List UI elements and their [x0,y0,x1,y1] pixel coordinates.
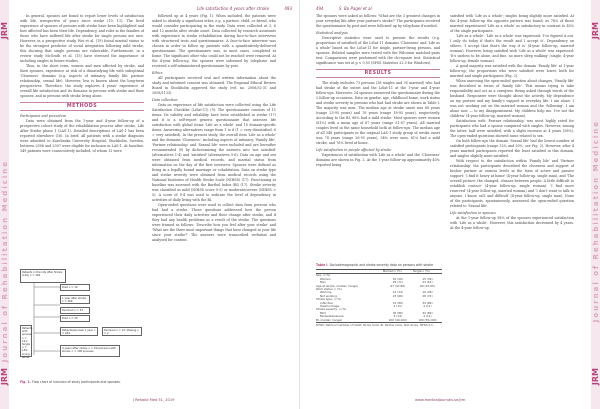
running-head [316,6,387,11]
subheading: Participants and procedure [20,114,67,118]
table-cell: Women [320,276,331,281]
table-cell: 100 (40-100) [383,319,413,323]
subheading: Statistical analysis [316,31,348,35]
right-column-1 [316,14,440,168]
table-cell: Stroke severity, n (%) [316,307,347,312]
table-1 [316,263,442,327]
table-cell: Haemorrhage [320,304,340,309]
paragraph: Experiences of satisfaction with 'Life as a whole' and the 'Closeness' domains are shown in Fig. 2. At the 1-year follow-up approximately 40% reported being [316,153,440,167]
flow-box: Declined n = 33 [60,307,90,314]
subheading: Life satisfaction in spouses [450,211,496,215]
journal-logo-bottom: JRM [0,368,9,386]
table-cell: 10 (26) [422,290,433,295]
table-row [316,319,442,323]
table-cell: Mild [320,310,326,315]
table-cell: 67 (47-80) [390,283,406,288]
left-column-2 [152,14,276,243]
left-column-1 [20,14,144,154]
paragraph: A good majority was satisfied with the domain 'Family life' at 1-year follow-up; the proportions who were satisfied were lower, both for married and single participants (Fig. 2). [450,64,574,78]
paragraph: Descriptive statistics were used to present the results (e.g. proportions of satisfied) of the LiSat-11 domains 'Closeness' and 'Life as a whole' based on the LiSat-11 for single, partner-living persons, and spouses. Related samples were tested with the Wilcoxon matched-pairs test. Comparisons were performed with the chi-square test. Statistical significance was set at p < 0.05 (SPSS Statistics 22.0 for Windows). [316,36,440,65]
figure-caption-label: Fig. 1. [20,380,31,384]
table-cell: Age at stroke, median (range) [316,283,359,288]
paragraph: All participants received oral and written information about the study and informed consent was obtained. The Regional Ethical Review Board in Stockholm approved the study (ref. no. 2006/32-31 and 2008/1133). [152,76,276,95]
table-cell: 4 (11) [393,304,403,309]
table-caption-label: Table I. [316,263,329,267]
table-cell: 34 (89) [422,300,433,305]
subheading: Life satisfaction in people affected by stroke [316,148,392,152]
table-cell: 100 (55-100) [413,319,442,323]
journal-logo-top: JRM [0,22,9,40]
side-watermark: Journal of Rehabilitation Medicine [1,160,9,363]
running-head-authors: S. Bo Pagel et al. [338,6,373,11]
paragraph: 'Life as a whole'. 'Life as a whole' was expressed: 'I've figured it out. I only do today if that's the result and I accept it'. Dependency on others: 'I accept that that's the way it is' (4-year follow-up, married woman). However, being satisfied with 'Life as a whole' was expressed: 'It's useless to be alone, and fine, no more sleep walking' (single, 4-year follow-up, female woman). [450,34,574,63]
page-footer: www.medicaljournals.se/jrm [415,398,466,402]
table-cell: 23 (66) [392,293,403,298]
table-cell: 28 (74) [422,293,433,298]
flow-box: Patients in the Life After Stroke (LAS) n = 349 [20,269,66,283]
paragraph: Data were obtained from the 1-year and 4-year follow-up of a prospective cohort study of the rehabilitation process after stroke, Life After Stroke phase 1 (LAS-1). Detailed descriptions of LAS-1 has been reported elsewhere (16). In brief, all patients with a stroke diagnosis were admitted to Karolinska University Hospital, Stockholm, Sweden, between 2006 and 2007 were eligible for inclusion in LAS-1. At baseline, 349 patients were consecutively included, of whom 12 were [20,119,144,153]
table-cell: 10 (29) [392,276,403,281]
table-caption-text: Sociodemographic and stroke severity data on persons with stroke [329,263,433,267]
running-head-title: Life satisfaction 4 years after stroke [196,6,270,11]
table-cell: Work status, n (%) [316,287,342,292]
table-cell: 4 (11) [423,314,432,319]
table-cell: Stroke type, n (%) [316,297,342,302]
table-cell: 31 (89) [392,300,403,305]
running-head-page: 493 [284,6,292,11]
paragraph: The spouses were asked as follows: 'What are the 3 greatest changes in your everyday life after your partner's stroke?' The participants received the questionnaire by post and were followed up by telephone if needed. [316,14,440,28]
paragraph: When assessing the open-ended question about changes, 'Family life' was described in terms of 'family life'. This means trying to take responsibility and act as a caregiver. Being asked through words of the husband. Responsive were thought about the activity. My dependence on my partner and my family's support in everyday life. I am alone. I was not working out on the married woman and the 'following'. I am alone now — to my disappointment. My children help me. I've not the children' (4-year follow-up, married woman). [450,79,574,118]
paragraph: The study includes 73 persons (38 singles and 35 married) who had had stroke at the outset and the LiSat-11 at the 1-year and 4-year follow-ups. Moreover, 24 spouses answered the questionnaire during the 2 follow-up occasions. Data on gender, age, childhood home, work status and stroke severity in persons who had had stroke are shown in Table I. The majority was men. The median age at stroke onset was 68 years (range 23-95 years) and 76 years (range 18-95 years), respectively. According to the BI, 88% had a mild stroke. Most spouses were women (81%) with a mean age of 67 years (range 51-87 years). All married couples lived in the same household both at follow-ups. The median age of all 348 participants in the original LAS-1 study group of stroke onset was 74 years (range 26-95 years), 54% were men, 61% had a mild stroke, and 76% lived at home. [316,81,440,145]
running-head [120,6,292,11]
table-header-cell: Single n (%) [413,270,442,274]
table-cell: Infarction [320,300,334,305]
table-cell: 15 (39) [422,276,433,281]
flow-box: Died n = 19 [60,284,90,291]
flow-box: Declined n = 14; Missing n = 2 [102,327,142,336]
table-cell: 4 (11) [423,304,432,309]
data-table [316,269,442,323]
paragraph: Thus, in the short term, women and men affected by stroke, and their spouses, experience at risk of a dissatisfying life with suboptimal 'Closeness' domains (e.g. aspects of intimacy, family life, partner relationship, sexual life). However, less is known about the long-term perspectives. Therefore, the study explores 4 years' experience of overall life satisfaction and its domains in persons with stroke and their spouses, and in persons with stroke living alone. [20,64,144,98]
table-body [316,274,442,323]
table-cell: Not working [320,293,337,298]
table-caption [316,263,442,267]
paragraph: With respect to the satisfaction within 'Family life' and 'Partner relationship' the participants described the closeness and support of his/her partner at various levels in the form of active and passive support: 'I find it heavy at home' (4-year follow-up, single man), and 'The overall picture: the changed, cleaner between people. A little difficult to establish contact' (4-year follow-up, single woman). 'I find more reserved' (4-year follow-up, married woman) and 'I don't want to talk to anyone, I know, call, and difficult' (4-year follow-up, single man). None of the participants, spontaneously, answered the open-ended question related to 'Sexual life'. [450,159,574,208]
table-cell: 69 (23-95) [420,283,435,288]
flow-box: Died n = 50 [60,315,90,322]
paragraph: followed up at 4 years (Fig. 1). When included, the patients were asked to identify a significant other, e.g. a partner, child, or friend, who would consider participating in the study. Data were collected at 3, 6 and 12 months after stroke onset. Data collected by research assistants with experience in stroke rehabilitation during face-to-face interviews with structured tests and questionnaires. A face-to-face interview was chosen in order to follow up patients with a quantitatively-delivered questionnaire. The questionnaire was, in most cases, completed at home. The significant other who could not be reached were removed. At the 4-year follow-up, the spouses were informed by telephone and received a self-administered questionnaire by post. [152,14,276,68]
table-cell: 25 (71) [392,280,403,285]
journal-logo-bottom: JRM [591,368,600,386]
flow-box: 4 years after stroke n = 194 persons with stroke; n = 108 spouses [60,345,120,357]
section-heading-methods: METHODS [20,102,144,111]
table-cell: Working [320,290,332,295]
table-cell: Men [320,280,326,285]
subheading: Ethics [152,71,163,75]
page-footer: J Rehabil Med 51, 2019 [133,398,175,402]
paragraph: satisfied with 'Life as a whole'; singles being slightly more satisfied. At the 4-year follow-up the opposite pattern was found; as 76% of those married experienced 'Life as a whole' as satisfactory in contrast to 45% of the single participants. [450,14,574,33]
table-cell: 30 (86) [392,310,403,315]
paragraph: On both follow-ups the domain 'Sexual life' had the lowest number of satisfied participants (range 32% and 50%, see Fig. 2). However, after 4 years married participants reported the least satisfied in this domain, and singles slightly more satisfied. [450,139,574,158]
running-head-page: 494 [316,6,324,11]
side-watermark: Journal of Rehabilitation Medicine [592,120,600,323]
figure-caption [20,380,144,384]
table-cell: 5 (14) [393,314,403,319]
flow-box: Patients/spouses 1 year n = 244 [60,327,98,336]
paragraph: In general, spouses are found to report lower levels of satisfaction with life, irrespective of years since stroke (10, 11). The lived experience of spouses of persons with stroke have been highlighted and how affected has been their life. Dependency, and roles in the families of those who have suffered life after stroke for single persons are rare. However, in a prospective study, Wei et al. (19) found marital status to be the strongest predictor of social integration following mild stroke, this showing that single persons are vulnerable. Furthermore, in a review study McGrath et al. (15) have stressed the importance of including singles in future studies. [20,14,144,63]
right-column-2 [450,14,574,231]
table-header-cell: Married n (%) [383,270,413,274]
journal-logo-top: JRM [591,22,600,40]
table-cell: 34 (89) [422,310,433,315]
paragraph: Open-ended questions were used to collect data from persons who had had a stroke. These questions addressed how the person experienced their daily activities and their change after stroke, and if they had any health problems as a result of the stroke. The questions were framed as follows: 'Describe how you feel after your stroke' and 'What are the three most important things that have changed in your life since your stroke?' The answers were transcribed verbatim and analysed for content. [152,203,276,242]
table-cell: Moderate/severe [320,314,344,319]
paragraph: Satisfaction with 'Partner relationship' was most highly rated for participants who had a spouse compared with singles. However, among the latter, half were satisfied, with a slight increase at 4 years (58%). The open-ended questions showed some related to sex. [450,119,574,138]
table-cell: BI, median (range) [316,319,383,323]
flow-chart-figure [20,269,144,377]
figure-caption-text: Flow chart of inclusion of study participants and spouses. [31,380,121,384]
table-cell: 23 (61) [422,280,433,285]
flow-box: Patients with spouse n = 121; Single n = 139; Living alone [22,327,33,359]
section-heading-results: RESULTS [316,69,440,78]
table-cell: Sex, n (%) [316,273,331,278]
paragraph: Data on experience of life satisfaction were collected using the Life Satisfaction Checklist (LiSat-11) (9). The questionnaire consists of 11 items. Its validity and reliability have been established in stroke (17) and it is a self-report generic questionnaire that assesses life satisfaction with global items 'Life as a whole' and 10 domain-specific items. Answering alternatives range from 1 to 6 (1 = very dissatisfied, 6 = very satisfied). In the present study, the overall item 'Life as a whole' and the domains 'Closeness', including aspects of intimacy, 'Family life', 'Partner relationship' and 'Sexual life' were included and are hereafter recommended (9) by dichotomizing the answers into 'not satisfied' (alternatives 1-4) and 'satisfied' (alternatives 5-6). Data on age and sex were obtained from medical records, and marital status from information on the day of the first interview. Spouses were defined as living in a legally bound marriage or cohabitation. Data on stroke type and stroke severity were obtained from medical records using the National Institutes of Health Stroke Scale (NIHSS) (17). Functioning at baseline was assessed with the Barthel Index (BI) (17). Stroke severity was classified as mild (NIHSS score 0-5) or moderate/severe (NIHSS > 5). A score of 0-4 was used to indicate the level of dependency in activities of daily living with the BI. [152,103,276,202]
subheading: Data collection [152,98,178,102]
flow-box: 1 year after stroke n = 260 [60,295,90,304]
right-page [300,0,600,409]
table-cell: 12 (34) [392,290,403,295]
paragraph: At the 1-year follow-up 58% of the spouses experienced satisfaction with 'Life as a whole'. However, this satisfaction decreased by 4 years. At the 4-year follow-up, [450,216,574,230]
table-note: NIHSS: National Institutes of Health Stroke Scale; BI: Barthel Index. Mild stroke: NIHSS 0-5. [316,324,434,328]
